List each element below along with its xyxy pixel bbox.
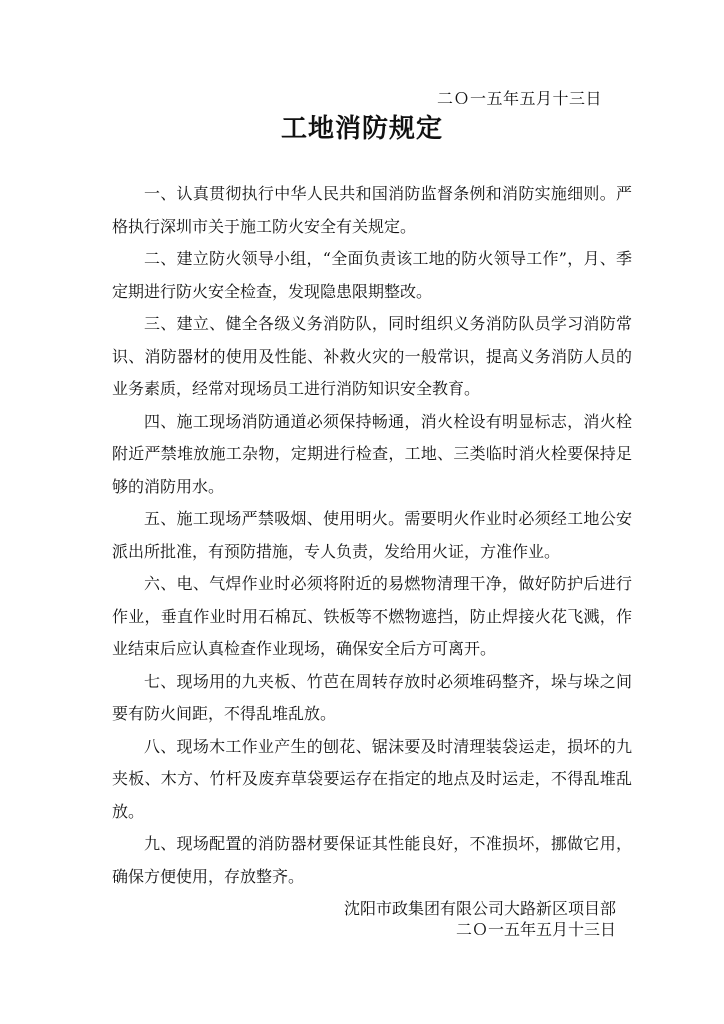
signature-block	[344, 898, 616, 940]
paragraph-8: 八、现场木工作业产生的刨花、锯沫要及时清理装袋运走，损坏的九夹板、木方、竹杆及废弃草袋要运存在指定的地点及时运走，不得乱堆乱放。	[112, 736, 632, 821]
paragraph-2: 二、建立防火领导小组，“全面负责该工地的防火领导工作”，月、季定期进行防火安全检查，发现隐患限期整改。	[112, 249, 632, 301]
paragraph-1: 一、认真贯彻执行中华人民共和国消防监督条例和消防实施细则。严格执行深圳市关于施工防火安全有关规定。	[112, 184, 632, 236]
paragraph-3: 三、建立、健全各级义务消防队，同时组织义务消防队员学习消防常识、消防器材的使用及性能、补救火灾的一般常识，提高义务消防人员的业务素质，经常对现场员工进行消防知识安全教育。	[112, 314, 632, 398]
footer-date: 二Ｏ一五年五月十三日	[455, 920, 616, 939]
paragraph-7: 七、现场用的九夹板、竹芭在周转存放时必须堆码整齐，垛与垛之间要有防火间距，不得乱堆乱放。	[112, 671, 632, 723]
document-body	[112, 178, 632, 893]
paragraph-5: 五、施工现场严禁吸烟、使用明火。需要明火作业时必须经工地公安派出所批准，有预防措施，专人负责，发给用火证，方准作业。	[112, 509, 632, 561]
paragraph-6: 六、电、气焊作业时必须将附近的易燃物清理干净，做好防护后进行作业，垂直作业时用石棉瓦、铁板等不燃物遮挡，防止焊接火花飞溅，作业结束后应认真检查作业现场，确保安全后方可离开。	[112, 574, 632, 658]
footer-organization: 沈阳市政集团有限公司大路新区项目部	[343, 899, 616, 918]
paragraph-9: 九、现场配置的消防器材要保证其性能良好，不准损坏，挪做它用，确保方便使用，存放整齐。	[112, 834, 632, 886]
header-date: 二Ｏ一五年五月十三日	[436, 89, 602, 108]
paragraph-4: 四、施工现场消防通道必须保持畅通，消火栓设有明显标志，消火栓附近严禁堆放施工杂物，定期进行检查，工地、三类临时消火栓要保持足够的消防用水。	[112, 411, 632, 496]
document-title: 工地消防规定	[280, 114, 443, 144]
